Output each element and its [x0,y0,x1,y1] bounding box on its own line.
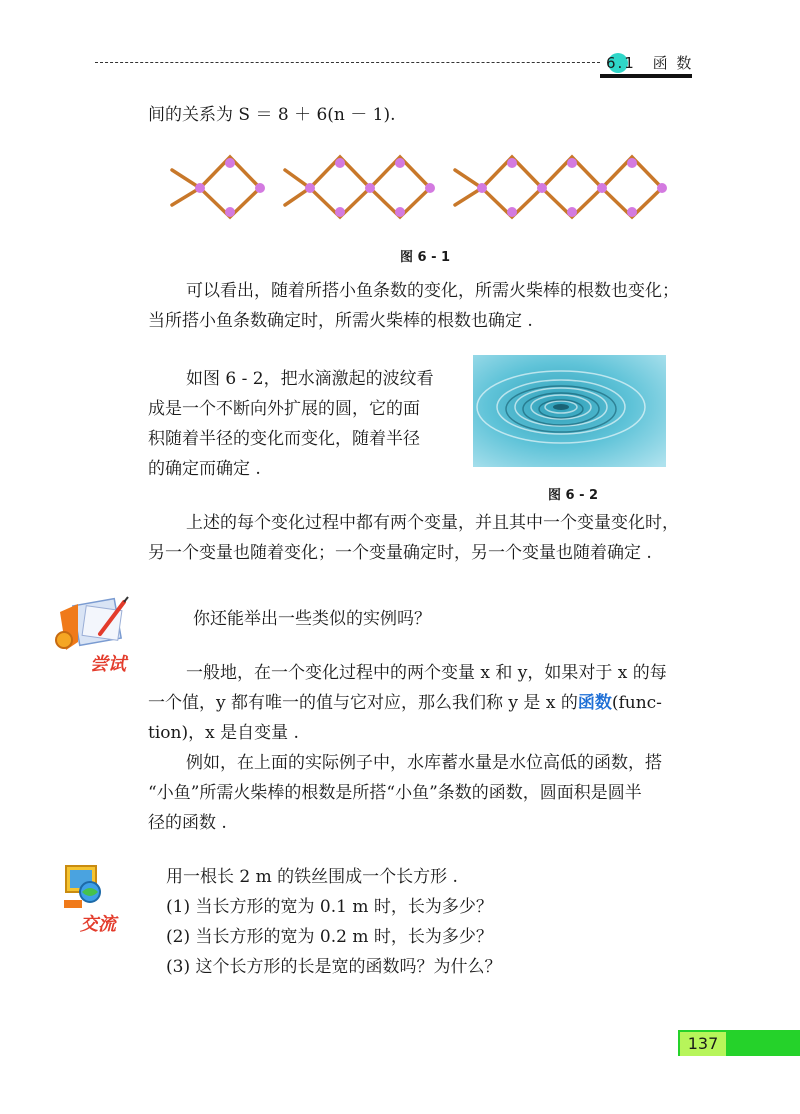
def-line1: 一般地，在一个变化过程中的两个变量 x 和 y，如果对于 x 的每 [186,663,667,683]
section-heading [606,52,693,73]
def-line2-text: 一个值，y 都有唯一的值与它对应，那么我们称 y 是 x 的 [148,693,578,713]
figure-matchstick-fish [160,145,690,235]
section-number: 6.1 [606,54,636,72]
try-icon-label: 尝试 [90,654,126,675]
discuss-q3: (3) 这个长方形的长是宽的函数吗？为什么？ [166,957,502,977]
discuss-q2: (2) 当长方形的宽为 0.2 m 时，长为多少？ [166,927,493,947]
figure2-caption: 图 6 - 2 [548,488,599,503]
keyword-function: 函数 [577,693,612,713]
discuss-icon-label: 交流 [80,914,116,935]
header-dashed-rule [95,62,600,63]
para1-line2: 当所搭小鱼条数确定时，所需火柴棒的根数也确定 . [148,311,533,331]
try-question: 你还能举出一些类似的实例吗？ [193,609,431,629]
def-line2-end: (func- [611,693,662,713]
discuss-q1: (1) 当长方形的宽为 0.1 m 时，长为多少？ [166,897,493,917]
para3-line2: 另一个变量也随着变化；一个变量确定时，另一个变量也随着确定 . [148,543,652,563]
def-line3: tion)，x 是自变量 . [148,723,299,743]
example-line2: “小鱼”所需火柴棒的根数是所搭“小鱼”条数的函数，圆面积是圆半 [148,783,642,803]
discuss-intro: 用一根长 2 m 的铁丝围成一个长方形 . [166,867,458,887]
example-line3: 径的函数 . [148,813,227,833]
page-number: 137 [680,1032,726,1056]
figure1-caption: 图 6 - 1 [400,250,451,265]
formula-line: 间的关系为 S ＝ 8 ＋ 6(n － 1). [148,105,396,125]
para1-line1: 可以看出，随着所搭小鱼条数的变化，所需火柴棒的根数也变化； [186,281,679,301]
header-bar [600,74,692,78]
para2-line3: 积随着半径的变化而变化，随着半径 [148,429,420,449]
def-line2 [148,688,662,718]
example-line1: 例如，在上面的实际例子中，水库蓄水量是水位高低的函数，搭 [186,753,662,773]
para2-line2: 成是一个不断向外扩展的圆，它的面 [148,399,420,419]
para3-line1: 上述的每个变化过程中都有两个变量，并且其中一个变量变化时， [186,513,679,533]
para2-line4: 的确定而确定 . [148,459,261,479]
figure-water-ripple [473,355,666,467]
para2-line1: 如图 6 - 2，把水滴激起的波纹看 [186,369,434,389]
section-title: 函 数 [652,54,694,72]
